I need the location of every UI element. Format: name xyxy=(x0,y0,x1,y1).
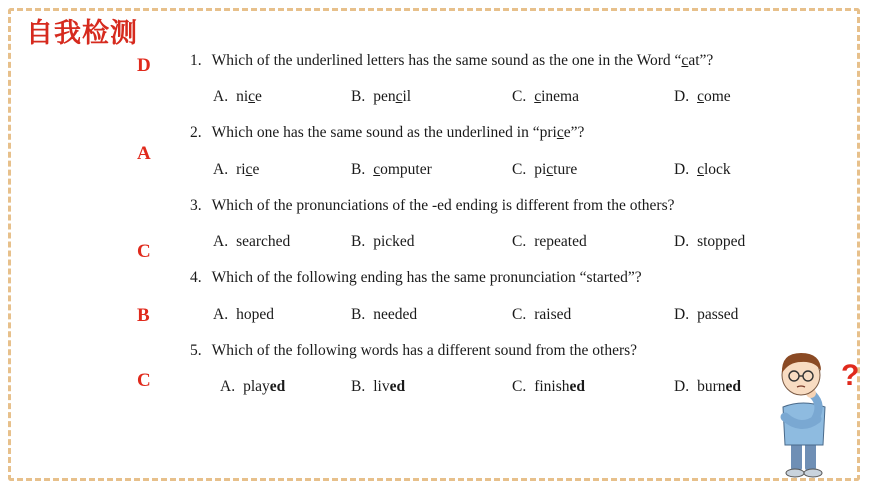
option-letter: B. xyxy=(351,88,366,105)
question-text: Which of the pronunciations of the -ed ending is different from the others? xyxy=(211,197,675,214)
question-5 xyxy=(190,343,637,359)
option-word-part: lock xyxy=(703,161,731,178)
q2-option-a[interactable] xyxy=(213,162,259,178)
question-text: Which of the underlined letters has the same sound as the one in the Word “ xyxy=(211,52,682,69)
option-letter: B. xyxy=(351,306,366,323)
option-word: raised xyxy=(534,306,572,323)
q1-option-c[interactable] xyxy=(512,89,579,105)
option-letter: A. xyxy=(213,306,229,323)
underlined-letter: c xyxy=(697,88,704,105)
underlined-letter: c xyxy=(697,161,704,178)
option-word-part: ri xyxy=(236,161,246,178)
thinking-boy-illustration xyxy=(765,345,865,485)
q4-option-b[interactable] xyxy=(351,307,417,323)
q4-option-d[interactable] xyxy=(674,307,738,323)
option-letter: A. xyxy=(213,88,229,105)
question-text: Which of the following words has a different sound from the others? xyxy=(211,342,638,359)
option-word-part: inema xyxy=(541,88,579,105)
question-mark-icon: ? xyxy=(841,359,860,392)
option-letter: D. xyxy=(674,161,690,178)
option-word-stem: liv xyxy=(373,378,390,395)
q5-option-d[interactable] xyxy=(674,379,741,395)
question-number: 4. xyxy=(190,269,202,286)
question-3 xyxy=(190,198,674,214)
answer-2: A xyxy=(137,143,151,164)
q2-option-d[interactable] xyxy=(674,162,731,178)
option-letter: C. xyxy=(512,88,527,105)
option-letter: B. xyxy=(351,161,366,178)
underlined-letter: c xyxy=(556,124,564,141)
option-letter: A. xyxy=(213,161,229,178)
question-text: Which one has the same sound as the underlined in “pri xyxy=(211,124,557,141)
option-word: needed xyxy=(373,306,418,323)
q1-option-d[interactable] xyxy=(674,89,731,105)
answer-5: C xyxy=(137,370,151,391)
option-word-ending: ed xyxy=(389,378,406,395)
option-letter: D. xyxy=(674,306,690,323)
question-text: Which of the following ending has the same pronunciation “started”? xyxy=(211,269,642,286)
option-letter: D. xyxy=(674,378,690,395)
question-number: 5. xyxy=(190,342,202,359)
question-number: 1. xyxy=(190,52,202,69)
question-number: 3. xyxy=(190,197,202,214)
q4-option-c[interactable] xyxy=(512,307,571,323)
question-4 xyxy=(190,270,642,286)
option-word: picked xyxy=(373,233,415,250)
option-letter: C. xyxy=(512,161,527,178)
q1-option-b[interactable] xyxy=(351,89,411,105)
q2-option-c[interactable] xyxy=(512,162,577,178)
q3-option-a[interactable] xyxy=(213,234,290,250)
q5-option-c[interactable] xyxy=(512,379,585,395)
option-word: stopped xyxy=(697,233,746,250)
option-word-ending: ed xyxy=(269,378,286,395)
q2-option-b[interactable] xyxy=(351,162,432,178)
underlined-letter: c xyxy=(373,161,381,178)
option-word-stem: finish xyxy=(534,378,570,395)
thinking-boy-icon xyxy=(765,345,865,485)
underlined-letter: c xyxy=(395,88,403,105)
option-word: passed xyxy=(697,306,739,323)
option-letter: B. xyxy=(351,233,366,250)
option-letter: A. xyxy=(213,233,229,250)
q4-option-a[interactable] xyxy=(213,307,274,323)
answer-3: C xyxy=(137,241,151,262)
question-text-end: at”? xyxy=(688,52,714,69)
option-letter: D. xyxy=(674,88,690,105)
option-letter: C. xyxy=(512,378,527,395)
question-2 xyxy=(190,125,584,141)
option-word-ending: ed xyxy=(725,378,741,395)
option-word: repeated xyxy=(534,233,587,250)
option-letter: C. xyxy=(512,306,527,323)
option-word: searched xyxy=(236,233,291,250)
option-word-part: ture xyxy=(553,161,578,178)
page-title: 自我检测 xyxy=(22,16,142,52)
option-word-part: omputer xyxy=(380,161,432,178)
q3-option-c[interactable] xyxy=(512,234,587,250)
question-number: 2. xyxy=(190,124,202,141)
option-letter: A. xyxy=(220,378,236,395)
underlined-letter: c xyxy=(248,88,256,105)
option-word-part: pi xyxy=(534,161,547,178)
option-word-part: ome xyxy=(703,88,731,105)
q3-option-b[interactable] xyxy=(351,234,415,250)
underlined-letter: c xyxy=(681,52,689,69)
option-word-ending: ed xyxy=(569,378,586,395)
underlined-letter: c xyxy=(534,88,542,105)
underlined-letter: c xyxy=(245,161,253,178)
question-text-end: e”? xyxy=(563,124,585,141)
option-word-part: il xyxy=(402,88,412,105)
option-word: hoped xyxy=(236,306,274,323)
option-word-part: ni xyxy=(236,88,249,105)
option-word-part: e xyxy=(252,161,260,178)
q5-option-a[interactable] xyxy=(220,379,285,395)
answer-4: B xyxy=(137,305,150,326)
underlined-letter: c xyxy=(546,161,554,178)
answer-1: D xyxy=(137,55,151,76)
question-1 xyxy=(190,53,713,69)
q3-option-d[interactable] xyxy=(674,234,745,250)
option-word-stem: play xyxy=(243,378,270,395)
option-word-part: pen xyxy=(373,88,396,105)
q1-option-a[interactable] xyxy=(213,89,262,105)
q5-option-b[interactable] xyxy=(351,379,405,395)
option-letter: B. xyxy=(351,378,366,395)
option-letter: C. xyxy=(512,233,527,250)
option-word-part: e xyxy=(255,88,262,105)
option-word-stem: burn xyxy=(697,378,726,395)
option-letter: D. xyxy=(674,233,690,250)
